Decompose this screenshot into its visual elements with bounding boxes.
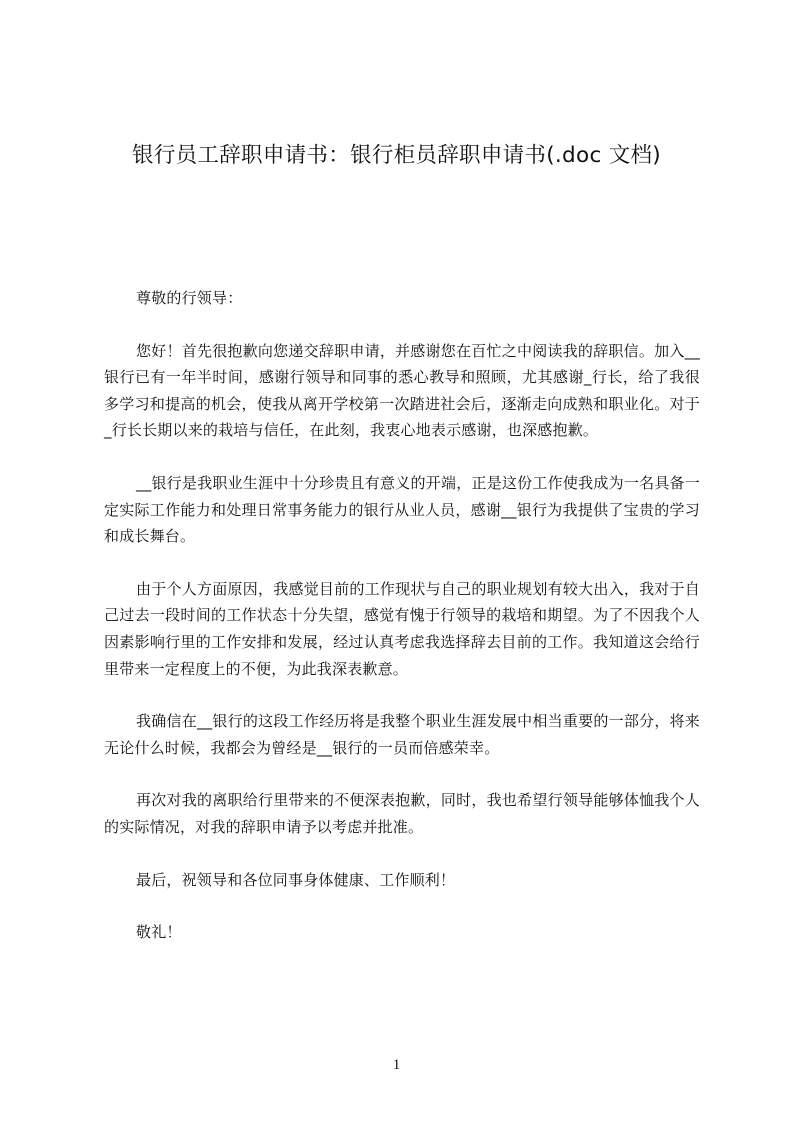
document-title: 银行员工辞职申请书：银行柜员辞职申请书(.doc 文档) xyxy=(132,143,661,168)
paragraph-apology: 再次对我的离职给行里带来的不便深表抱歉，同时，我也希望行领导能够体恤我个人的实际情况，对我的辞职申请予以考虑并批准。 xyxy=(104,791,700,836)
paragraph-career-start: __银行是我职业生涯中十分珍贵且有意义的开端，正是这份工作使我成为一名具备一定实际工作能力和处理日常事务能力的银行从业人员，感谢__银行为我提供了宝贵的学习和成长舞台。 xyxy=(104,473,700,546)
paragraph-experience: 我确信在__银行的这段工作经历将是我整个职业生涯发展中相当重要的一部分，将来无论什么时候，我都会为曾经是__银行的一员而倍感荣幸。 xyxy=(104,712,700,757)
salutation: 尊敬的行领导： xyxy=(136,289,243,307)
paragraph-reason: 由于个人方面原因，我感觉目前的工作现状与自己的职业规划有较大出入，我对于自己过去一段时间的工作状态十分失望，感觉有愧于行领导的栽培和期望。为了不因我个人因素影响行里的工作安排和发展，经过认真考虑我选择辞去目前的工作。我知道这会给行里带来一定程度上的不便，为此我深表歉意。 xyxy=(104,579,700,678)
letter-body xyxy=(104,285,700,946)
closing-wish: 最后，祝领导和各位同事身体健康、工作顺利！ xyxy=(136,870,456,889)
page-number: 1 xyxy=(392,1057,401,1073)
paragraph-greeting: 您好！首先很抱歉向您递交辞职申请，并感谢您在百忙之中阅读我的辞职信。加入__银行已有一年半时间，感谢行领导和同事的悉心教导和照顾，尤其感谢_行长，给了我很多学习和提高的机会，使我从离开学校第一次踏进社会后，逐渐走向成熟和职业化。对于_行长长期以来的栽培与信任，在此刻，我衷心地表示感谢，也深感抱歉。 xyxy=(104,341,700,440)
closing-salute: 敬礼！ xyxy=(136,923,182,942)
